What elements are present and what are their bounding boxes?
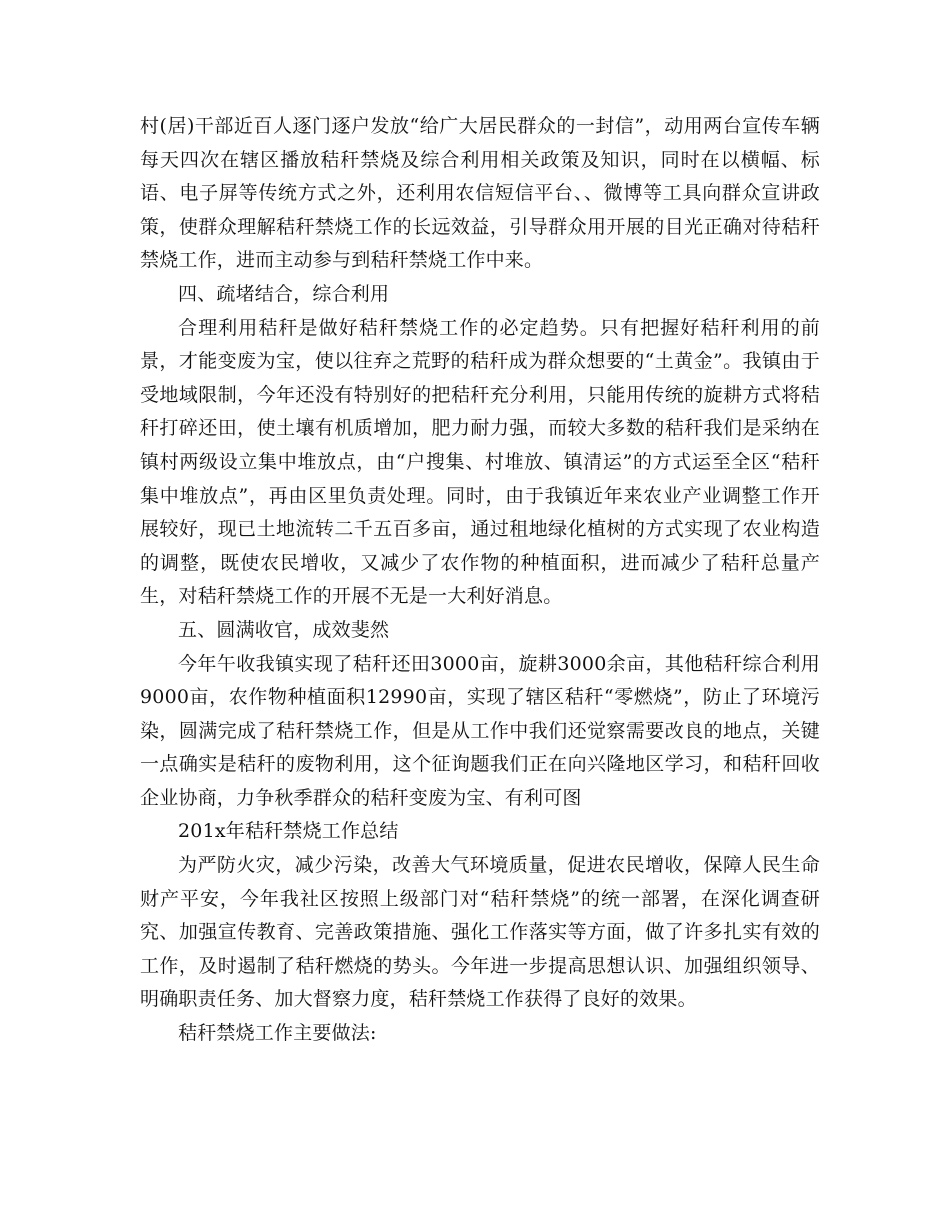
section-heading-5: 五、圆满收官，成效斐然	[178, 618, 390, 641]
paragraph-results: 今年午收我镇实现了秸秆还田3000亩，旋耕3000余亩，其他秸秆综合利用9000亩，农作物种植面积12990亩，实现了辖区秸秆“零燃烧”，防止了环境污染，圆满完成了秸秆禁烧工作，但是从工作中我们还觉察需要改良的地点，关键一点确实是秸秆的废物利用，这个征询题我们正在向兴隆地区学习，和秸秆回收企业协商，力争秋季群众的秸秆变废为宝、有利可图	[140, 652, 820, 809]
paragraph-summary-intro: 为严防火灾，减少污染，改善大气环境质量，促进农民增收，保障人民生命财产平安，今年我社区按照上级部门对“秸秆禁烧”的统一部署，在深化调查研究、加强宣传教育、完善政策措施、强化工作落实等方面，做了许多扎实有效的工作，及时遏制了秸秆燃烧的势头。今年进一步提高思想认识、加强组织领导、明确职责任务、加大督察力度，秸秆禁烧工作获得了良好的效果。	[140, 854, 820, 1011]
document-subtitle: 201x年秸秆禁烧工作总结	[178, 820, 399, 843]
section-heading-main-practices: 秸秆禁烧工作主要做法:	[178, 1022, 377, 1045]
paragraph-publicity-continued: 村(居)干部近百人逐门逐户发放“给广大居民群众的一封信”，动用两台宣传车辆每天四次在辖区播放秸秆禁烧及综合利用相关政策及知识，同时在以横幅、标语、电子屏等传统方式之外，还利用农信短信平台、、微博等工具向群众宣讲政策，使群众理解秸秆禁烧工作的长远效益，引导群众用开展的目光正确对待秸秆禁烧工作，进而主动参与到秸秆禁烧工作中来。	[140, 115, 820, 272]
section-heading-4: 四、疏堵结合，综合利用	[178, 282, 390, 305]
paragraph-straw-utilization: 合理利用秸秆是做好秸秆禁烧工作的必定趋势。只有把握好秸秆利用的前景，才能变废为宝，使以往弃之荒野的秸秆成为群众想要的“土黄金”。我镇由于受地域限制，今年还没有特别好的把秸秆充分利用，只能用传统的旋耕方式将秸秆打碎还田，使土壤有机质增加，肥力耐力强，而较大多数的秸秆我们是采纳在镇村两级设立集中堆放点，由“户搜集、村堆放、镇清运”的方式运至全区“秸秆集中堆放点”，再由区里负责处理。同时，由于我镇近年来农业产业调整工作开展较好，现已土地流转二千五百多亩，通过租地绿化植树的方式实现了农业构造的调整，既使农民增收，又减少了农作物的种植面积，进而减少了秸秆总量产生，对秸秆禁烧工作的开展不无是一大利好消息。	[140, 316, 820, 608]
document-page	[140, 110, 820, 1051]
